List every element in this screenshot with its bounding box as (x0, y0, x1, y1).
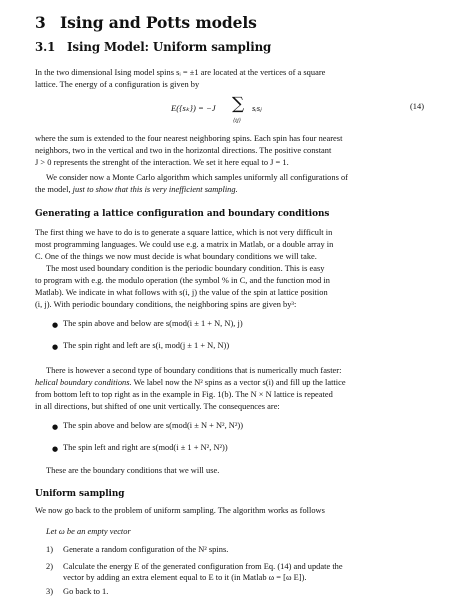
bullet-icon: ● (52, 343, 59, 351)
text-line: The first thing we have to do is to generate a square lattice, which is not very difficult in (35, 228, 333, 237)
text-line: There is however a second type of boundary conditions that is numerically much faster: (46, 366, 342, 375)
section-number: 3 (35, 13, 46, 32)
section-title: Ising and Potts models (60, 13, 257, 32)
text-line: The most used boundary condition is the periodic boundary condition. This is easy (46, 264, 325, 273)
text-line: neighbors, two in the vertical and two in the horizontal directions. The positive constant (35, 146, 332, 155)
text-plain: the model, (35, 185, 73, 194)
summation-symbol: ∑ (232, 94, 245, 114)
equation-lhs: E({sₖ}) = −J (171, 103, 216, 113)
equation-summand: sᵢsⱼ (252, 103, 262, 113)
step-text: Go back to 1. (63, 587, 109, 596)
text-line (35, 185, 238, 196)
step-text: vector by adding an extra element equal to E to it (in Matlab ω = [ω E]). (63, 573, 307, 582)
text-line: from bottom left to top right as in the example in Fig. 1(b). The N × N lattice is repeated (35, 390, 333, 399)
equation-number: (14) (410, 102, 425, 111)
step-number: 2) (46, 562, 53, 571)
text-line: to program with e.g. the modulo operation (the symbol % in C, and the function mod in (35, 276, 331, 285)
step-number: 1) (46, 545, 53, 554)
text-line: We now go back to the problem of uniform sampling. The algorithm works as follows (35, 506, 325, 515)
text-plain: We label now the N² spins as a vector s(i) and fill up the lattice (131, 378, 346, 387)
intro-line: lattice. The energy of a configuration is given by (35, 80, 200, 89)
text-line: in all directions, but shifted of one unit vertically. The consequences are: (35, 402, 280, 411)
text-line: J > 0 represents the strenght of the interaction. We set it here equal to J = 1. (35, 158, 289, 167)
list-item: The spin left and right are s(mod(i ± 1 + N², N²)) (63, 443, 228, 452)
subsection-title: Ising Model: Uniform sampling (67, 40, 272, 54)
text-line: C. One of the things we now must decide is what boundary conditions we will take. (35, 252, 317, 261)
text-line: Let ω be an empty vector (46, 527, 131, 536)
text-line: where the sum is extended to the four nearest neighboring spins. Each spin has four nearest (35, 134, 343, 143)
text-line: most programming languages. We could use e.g. a matrix in Matlab, or a double array in (35, 240, 334, 249)
list-item: The spin above and below are s(mod(i ± 1 + N, N), j) (63, 319, 243, 328)
paragraph-heading: Uniform sampling (35, 489, 125, 499)
text-line: Matlab). We indicate in what follows with s(i, j) the value of the spin at lattice position (35, 288, 328, 297)
step-text: Generate a random configuration of the N² spins. (63, 545, 229, 554)
list-item: The spin right and left are s(i, mod(j ± 1 + N, N)) (63, 341, 230, 350)
text-line: These are the boundary conditions that we will use. (46, 466, 220, 475)
step-text: Calculate the energy E of the generated configuration from Eq. (14) and update the (63, 562, 343, 571)
text-emphasis: just to show that this is very inefficient sampling. (72, 185, 238, 194)
list-item: The spin above and below are s(mod(i ± N + N², N²)) (63, 421, 244, 430)
bullet-icon: ● (52, 423, 59, 431)
paragraph-heading: Generating a lattice configuration and boundary conditions (35, 209, 330, 219)
bullet-icon: ● (52, 321, 59, 329)
step-number: 3) (46, 587, 53, 596)
text-line: (i, j). With periodic boundary conditions, the neighboring spins are given by³: (35, 300, 297, 309)
text-line: We consider now a Monte Carlo algorithm which samples uniformly all configurations of (46, 173, 348, 182)
bullet-icon: ● (52, 445, 59, 453)
equation-sum-index: ⟨ij⟩ (233, 118, 241, 124)
subsection-number: 3.1 (35, 40, 56, 54)
intro-line: In the two dimensional Ising model spins sᵢ = ±1 are located at the vertices of a square (35, 68, 326, 77)
text-emphasis: helical boundary conditions. (35, 378, 132, 387)
text-line (35, 378, 346, 389)
